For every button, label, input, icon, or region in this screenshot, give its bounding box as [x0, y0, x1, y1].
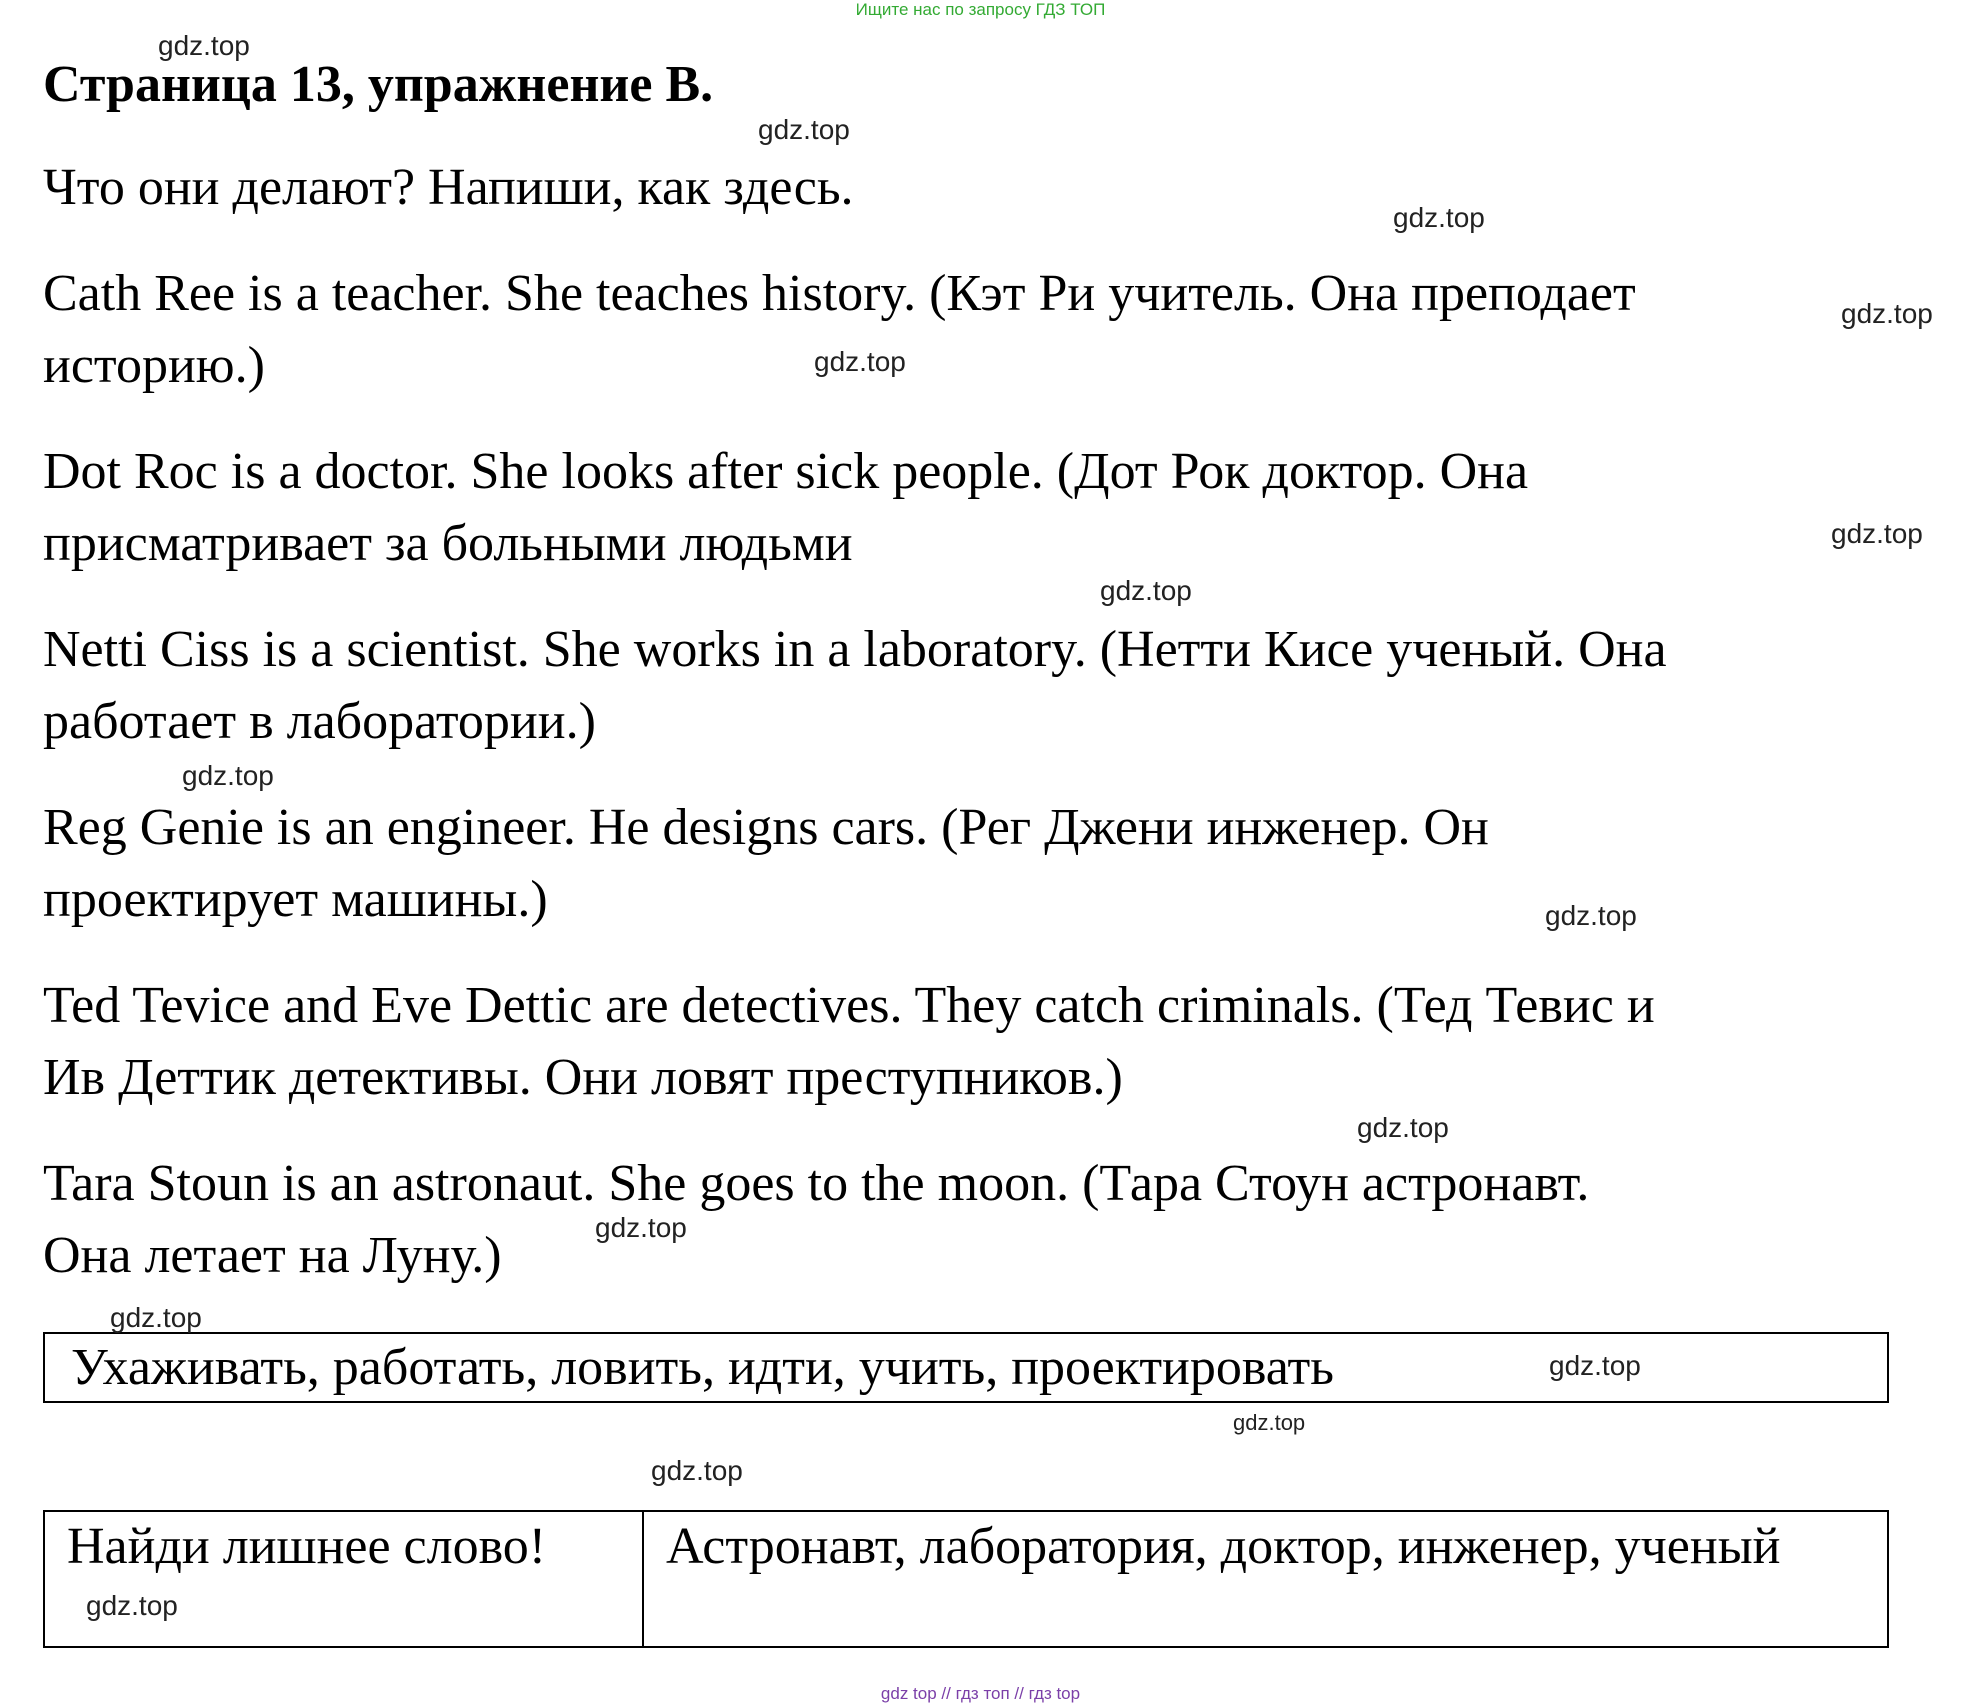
watermark: gdz.top — [758, 114, 850, 145]
sentence-line: Reg Genie is an engineer. He designs cars. (Рег Джени инженер. Он — [43, 799, 1489, 856]
watermark: gdz.top — [158, 30, 250, 61]
watermark: gdz.top — [1841, 298, 1933, 329]
sentence-line: присматривает за больными людьми — [43, 515, 853, 572]
sentence-line: Dot Roc is a doctor. She looks after sick people. (Дот Рок доктор. Она — [43, 443, 1529, 500]
sentence-line: Ted Tevice and Eve Dettic are detectives. They catch criminals. (Тед Тевис и — [43, 977, 1655, 1034]
sentence-2 — [43, 436, 1893, 580]
odd-word-list: Астронавт, лаборатория, доктор, инженер, ученый — [666, 1518, 1781, 1575]
sentence-line: Cath Ree is a teacher. She teaches history. (Кэт Ри учитель. Она преподает — [43, 265, 1636, 322]
watermark: gdz.top — [86, 1590, 178, 1621]
top-banner: Ищите нас по запросу ГДЗ ТОП — [855, 0, 1106, 19]
watermark: gdz.top — [1549, 1350, 1641, 1381]
instruction: Что они делают? Напиши, как здесь. — [43, 159, 854, 216]
page-title: Страница 13, упражнение B. — [43, 56, 714, 113]
watermark: gdz.top — [1100, 575, 1192, 606]
sentence-5 — [43, 970, 1893, 1114]
watermark: gdz.top — [110, 1302, 202, 1333]
sentence-line: Она летает на Луну.) — [43, 1227, 502, 1284]
watermark: gdz.top — [1233, 1410, 1306, 1435]
watermark: gdz.top — [1545, 900, 1637, 931]
watermark: gdz.top — [651, 1455, 743, 1486]
watermark: gdz.top — [1357, 1112, 1449, 1143]
sentence-1 — [43, 258, 1893, 402]
watermark: gdz.top — [1393, 202, 1485, 233]
sentence-3 — [43, 614, 1893, 758]
footer-watermark: gdz top // гдз топ // гдз top — [880, 1684, 1081, 1703]
watermark: gdz.top — [182, 760, 274, 791]
sentence-line: проектирует машины.) — [43, 871, 548, 928]
sentence-line: Netti Ciss is a scientist. She works in a laboratory. (Нетти Кисе ученый. Она — [43, 621, 1667, 678]
sentence-6 — [43, 1148, 1893, 1292]
sentence-line: работает в лаборатории.) — [43, 693, 596, 750]
odd-word-prompt: Найди лишнее слово! — [45, 1512, 644, 1646]
sentence-line: Tara Stoun is an astronaut. She goes to the moon. (Тара Стоун астронавт. — [43, 1155, 1590, 1212]
sentence-line: историю.) — [43, 337, 265, 394]
odd-word-table — [43, 1510, 1889, 1648]
word-box: Ухаживать, работать, ловить, идти, учить, проектировать — [43, 1332, 1889, 1403]
watermark: gdz.top — [595, 1212, 687, 1243]
sentence-line: Ив Деттик детективы. Они ловят преступников.) — [43, 1049, 1123, 1106]
watermark: gdz.top — [814, 346, 906, 377]
watermark: gdz.top — [1831, 518, 1923, 549]
